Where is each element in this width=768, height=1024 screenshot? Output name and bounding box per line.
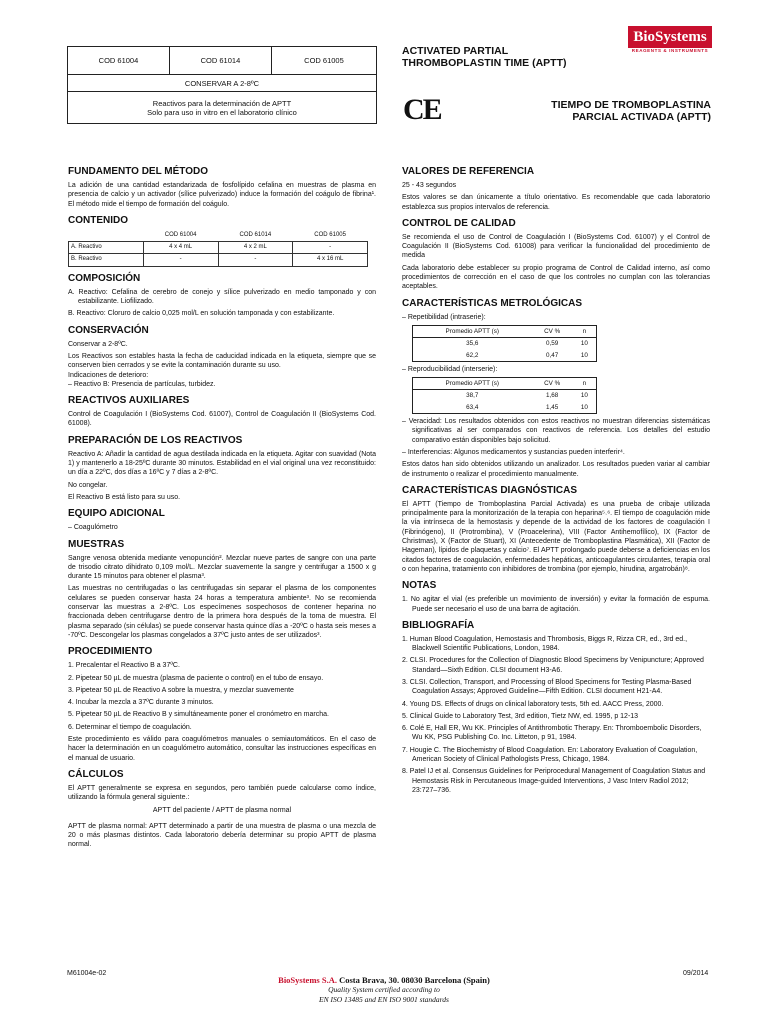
- table-cell: 62,2: [466, 351, 479, 359]
- paragraph: 1. No agitar el vial (es preferible un movimiento de inversión) y evitar la formación de espuma. Puede ser necesario el uso de una barra de agitación.: [402, 596, 710, 613]
- list-item: 6. Determinar el tiempo de coagulación.: [68, 723, 192, 731]
- table-cell: 63,4: [466, 403, 479, 411]
- company-line: [0, 975, 768, 985]
- list-item: 3. Pipetear 50 µL de Reactivo A sobre la muestra, y mezclar suavemente: [68, 686, 294, 694]
- paragraph: – Repetibilidad (intraserie):: [402, 313, 486, 321]
- table-header: COD 61014: [239, 231, 272, 238]
- use-cell: [68, 92, 377, 124]
- table-cell: 10: [580, 340, 588, 348]
- section-heading: CONTENIDO: [68, 214, 128, 226]
- table-header: CV %: [544, 380, 561, 388]
- table-row: [413, 390, 597, 402]
- paragraph: Estos datos han sido obtenidos utilizando un analizador. Los resultados pueden variar al cambiar de instrumento o realizar el procedimiento manualmente.: [402, 461, 710, 478]
- list-item: 1. Precalentar el Reactivo B a 37ºC.: [68, 662, 180, 670]
- list-item: 5. Clinical Guide to Laboratory Test, 3rd edition, Tietz NW, ed. 1995, p 12-13: [402, 712, 639, 720]
- title-line: THROMBOPLASTIN TIME (APTT): [402, 57, 567, 69]
- paragraph: A. Reactivo: Cefalina de cerebro de conejo y sílice pulverizado en medio tamponado y con estabilizante. Liofilizado.: [68, 288, 376, 306]
- use-line: Reactivos para la determinación de APTT: [152, 98, 292, 108]
- title-spanish: [551, 99, 711, 123]
- section-heading: CARACTERÍSTICAS METROLÓGICAS: [402, 297, 582, 309]
- paragraph: Las muestras no centrifugadas o las centrifugadas sin separar el plasma de los componentes celulares se pueden conservar hasta 24 horas a temperatura ambiente³. No se recomienda conservar las muestras a 2-8ºC. Los especímenes sospechosos de contener heparina no fraccionada deben centrifugarse dentro de la primera hora después de la toma de muestra. El plasma separado (sin células) se puede conservar hasta quince días a -20ºC o hasta seis meses a -70ºC. Descongelar los plasmas congelados a 37ºC justo antes de ser utilizados³.: [68, 585, 376, 639]
- paragraph: No congelar.: [68, 481, 108, 489]
- section-heading: PREPARACIÓN DE LOS REACTIVOS: [68, 434, 243, 446]
- section-heading: MUESTRAS: [68, 538, 125, 550]
- section-heading: CÁLCULOS: [68, 768, 124, 780]
- table-row: [413, 350, 597, 362]
- list-item: 3. CLSI. Collection, Transport, and Processing of Blood Specimens for Testing Plasma-Based Coagulation Assays; Approved Guideline—Fifth Edition. CLSI document H21-A4.: [402, 678, 692, 696]
- list-item: 7. Hougie C. The Biochemistry of Blood Coagulation. En: Laboratory Evaluation of Coagulation, American Society of Clinical Pathologists Press, Chicago, 1984.: [402, 746, 698, 764]
- right-column: [402, 160, 710, 798]
- paragraph: – Veracidad: Los resultados obtenidos con estos reactivos no muestran diferencias sistemáticas significativas al ser comparados con reactivos de referencia. Los detalles del estudio comparativo están disponibles bajo solicitud.: [402, 418, 710, 444]
- title-line: TIEMPO DE TROMBOPLASTINA: [551, 99, 711, 111]
- list-item: 1. Human Blood Coagulation, Hemostasis and Thrombosis, Biggs R, Rizza CR, ed., 3rd ed., Blackwell Scientific Publications, London, 1984.: [402, 635, 688, 653]
- paragraph: El Reactivo B está listo para su uso.: [68, 493, 181, 501]
- list-item: 5. Pipetear 50 µL de Reactivo B y simultáneamente poner el cronómetro en marcha.: [68, 711, 329, 719]
- table-cell: 4 x 2 mL: [218, 242, 293, 254]
- doc-code: M61004e-02: [67, 970, 107, 977]
- paragraph: Indicaciones de deterioro:: [68, 371, 149, 379]
- table-cell: B. Reactivo: [69, 254, 144, 266]
- table-cell: 10: [580, 392, 588, 400]
- paragraph: – Coagulómetro: [68, 524, 118, 532]
- table-cell: -: [293, 242, 368, 254]
- table-cell: -: [218, 254, 293, 266]
- list-item: 4. Young DS. Effects of drugs on clinical laboratory tests, 5th ed. AACC Press, 2000.: [402, 700, 664, 708]
- table-header: n: [582, 380, 587, 388]
- list-item: 2. CLSI. Procedures for the Collection of Diagnostic Blood Specimens by Venipuncture; Approved Standard—Sixth Edition. CLSI document H3-A6.: [402, 657, 704, 674]
- table-header: n: [582, 327, 587, 335]
- code-cell: COD 61014: [169, 47, 271, 75]
- section-heading: PROCEDIMIENTO: [68, 646, 153, 658]
- table-cell: -: [143, 254, 218, 266]
- table-row: [413, 402, 597, 414]
- section-heading: COMPOSICIÓN: [68, 272, 141, 284]
- table-cell: 4 x 16 mL: [293, 254, 368, 266]
- table-cell: 10: [580, 351, 588, 359]
- table-cell: 10: [580, 403, 588, 411]
- paragraph: APTT de plasma normal: APTT determinado a partir de una muestra de plasma o una mezcla de 20 o más plasmas distintos. Cada laboratorio debería determinar su propio APTT de plasma normal.: [68, 822, 376, 849]
- table-row: [69, 242, 368, 254]
- paragraph: Cada laboratorio debe establecer su propio programa de Control de Calidad interno, así como procedimientos de corrección en el caso de que los controles no cumplan con las tolerancias aceptables.: [402, 264, 710, 291]
- table-header: Promedio APTT (s): [445, 327, 499, 335]
- section-heading: FUNDAMENTO DEL MÉTODO: [68, 166, 209, 177]
- section-heading: EQUIPO ADICIONAL: [68, 508, 165, 520]
- quality-line: EN ISO 13485 and EN ISO 9001 standards: [319, 995, 449, 1004]
- section-heading: BIBLIOGRAFÍA: [402, 619, 475, 631]
- table-cell: 35,6: [466, 340, 479, 348]
- list-item: 8. Patel IJ et al. Consensus Guidelines for Periprocedural Management of Coagulation Status and Hemostasis Risk in Percutaneous Image-guided Interventions, J Vasc Interv Radiol 2012; 23:727–736.: [402, 768, 706, 794]
- list-item: 6. Colé E, Hall ER, Wu KK. Principles of Antithrombotic Therapy. En: Thromboembolic Disorders, Wu KK, PSG Publishing Co. Inc. Litteton, p 91, 1984.: [402, 725, 702, 742]
- brand-logo: [628, 26, 712, 53]
- paragraph: Este procedimiento es válido para coagulómetros manuales o semiautomáticos. En el caso de hacer la determinación en un coagulómetro automático, consultar las instrucciones específicas en el manual de usuario.: [68, 735, 376, 762]
- storage-cell: CONSERVAR A 2-8ºC: [68, 75, 377, 92]
- section-heading: VALORES DE REFERENCIA: [402, 166, 535, 177]
- table-header: CV %: [544, 327, 561, 335]
- table-cell: 0,59: [546, 340, 559, 348]
- company-address: Costa Brava, 30. 08030 Barcelona (Spain): [339, 975, 490, 985]
- paragraph: – Interferencias: Algunos medicamentos y sustancias pueden interferir⁴.: [402, 448, 625, 456]
- table-cell: A. Reactivo: [69, 242, 144, 254]
- section-heading: REACTIVOS AUXILIARES: [68, 395, 190, 407]
- table-header: COD 61005: [314, 231, 346, 238]
- paragraph: B. Reactivo: Cloruro de calcio 0,025 mol/L en solución tamponada y con estabilizante.: [68, 310, 335, 318]
- footer-company: [0, 975, 768, 1005]
- formula: APTT del paciente / APTT de plasma normal: [152, 807, 292, 815]
- table-header: Promedio APTT (s): [445, 380, 499, 388]
- table-cell: 0,47: [546, 351, 559, 359]
- paragraph: El APTT (Tiempo de Tromboplastina Parcial Activada) es una prueba de cribaje utilizada principalmente para la monitorización de la terapia con heparina⁵˒⁶. El tiempo de coagulación mide la vía intrínseca de la hemostasis y depende de la actividad de los factores de coagulación I (Fibrinógeno), II (Protrombina), V (Proacelerina), VIII (Factor Antihemofílico), IX (Factor de Christmas), X (Factor de Stuart), XI (Antecedente de Tromboplastina Plasmática), XII (Factor de Hageman), lípidos de plaquetas y calcio⁷. El APTT prolongado puede deberse a deficiencias en los citados factores de coagulación, enfermedades hepáticas, anticoagulantes circulantes, terapia oral o con heparina, tratamiento con inhibidores de trombina (por ejemplo, hirudina, argatrobán)⁸.: [402, 500, 710, 573]
- repeatability-table: [412, 325, 597, 362]
- title-english: [402, 45, 566, 69]
- section-heading: CONSERVACIÓN: [68, 324, 149, 336]
- paragraph: Reactivo A: Añadir la cantidad de agua destilada indicada en la etiqueta. Agitar con suavidad (Nota 1) y mantenerlo a 18-25ºC durante 30 minutos. Estabilidad en el vial original una vez reconstituido: un día a 22ºC, dos días a 16ºC y 7 días a 2-8ºC.: [68, 450, 376, 477]
- paragraph: Se recomienda el uso de Control de Coagulación I (BioSystems Cod. 61007) y el Control de Coagulación II (BioSystems Cod. 61008) para verificar la funcionalidad del procedimiento de medida: [402, 233, 710, 260]
- left-column: [68, 160, 376, 853]
- logo-subtitle: REAGENTS & INSTRUMENTS: [631, 48, 709, 53]
- table-cell: 38,7: [466, 392, 479, 400]
- doc-date: 09/2014: [683, 970, 709, 977]
- reproducibility-table: [412, 377, 597, 414]
- paragraph: – Reproducibilidad (interserie):: [402, 365, 498, 373]
- company-name: BioSystems S.A.: [278, 975, 337, 985]
- table-row: [413, 338, 597, 350]
- code-cell: COD 61005: [271, 47, 376, 75]
- paragraph: El APTT generalmente se expresa en segundos, pero también puede calcularse como índice, utilizando la fórmula general siguiente.:: [68, 784, 376, 802]
- paragraph: La adición de una cantidad estandarizada de fosfolípido cefalina en muestras de plasma en presencia de calcio y un activador (sílice pulverizado) induce la formación del coágulo de fibrina¹. El método mide el tiempo de formación del coágulo.: [68, 182, 376, 208]
- title-line: ACTIVATED PARTIAL: [402, 45, 509, 57]
- codes-table: [67, 46, 377, 124]
- section-heading: CARACTERÍSTICAS DIAGNÓSTICAS: [402, 484, 578, 496]
- paragraph: Sangre venosa obtenida mediante venopunción². Mezclar nueve partes de sangre con una parte de trisodio citrato dihidrato 0,109 mol/L. Mezclar suavemente la sangre y centrifugar a 1500 x g durante 15 minutos para obtener el plasma³.: [68, 554, 376, 581]
- bibliography-list: [402, 635, 710, 795]
- paragraph: Control de Coagulación I (BioSystems Cod. 61007), Control de Coagulación II (BioSystems Cod. 61008).: [68, 411, 376, 428]
- ce-mark: CE: [403, 93, 441, 126]
- list-item: 4. Incubar la mezcla a 37ºC durante 3 minutos.: [68, 699, 214, 707]
- table-cell: 1,68: [546, 392, 559, 400]
- table-row: [69, 254, 368, 266]
- table-cell: 4 x 4 mL: [143, 242, 218, 254]
- logo-text: BioSystems: [628, 26, 712, 48]
- table-header: COD 61004: [164, 231, 197, 238]
- paragraph: Estos valores se dan únicamente a título orientativo. Es recomendable que cada laboratorio establezca sus propios intervalos de referencia.: [402, 194, 710, 211]
- title-line: PARCIAL ACTIVADA (APTT): [572, 111, 711, 123]
- table-cell: 1,45: [546, 403, 559, 411]
- paragraph: – Reactivo B: Presencia de partículas, turbidez.: [68, 380, 216, 388]
- quality-line: Quality System certified according to: [328, 985, 440, 994]
- table-header: [69, 230, 144, 242]
- code-cell: COD 61004: [68, 47, 170, 75]
- section-heading: NOTAS: [402, 580, 437, 592]
- paragraph: Conservar a 2-8ºC.: [68, 340, 128, 348]
- paragraph: 25 - 43 segundos: [402, 182, 457, 189]
- section-heading: CONTROL DE CALIDAD: [402, 217, 516, 229]
- list-item: 2. Pipetear 50 µL de muestra (plasma de paciente o control) en el tubo de ensayo.: [68, 674, 324, 682]
- use-line: Solo para uso in vitro en el laboratorio clínico: [147, 107, 297, 117]
- paragraph: Los Reactivos son estables hasta la fecha de caducidad indicada en la etiqueta, siempre que se conserven bien cerrados y se evite la contaminación durante su uso.: [68, 352, 376, 370]
- procedure-list: [68, 661, 376, 732]
- content-table: [68, 230, 368, 267]
